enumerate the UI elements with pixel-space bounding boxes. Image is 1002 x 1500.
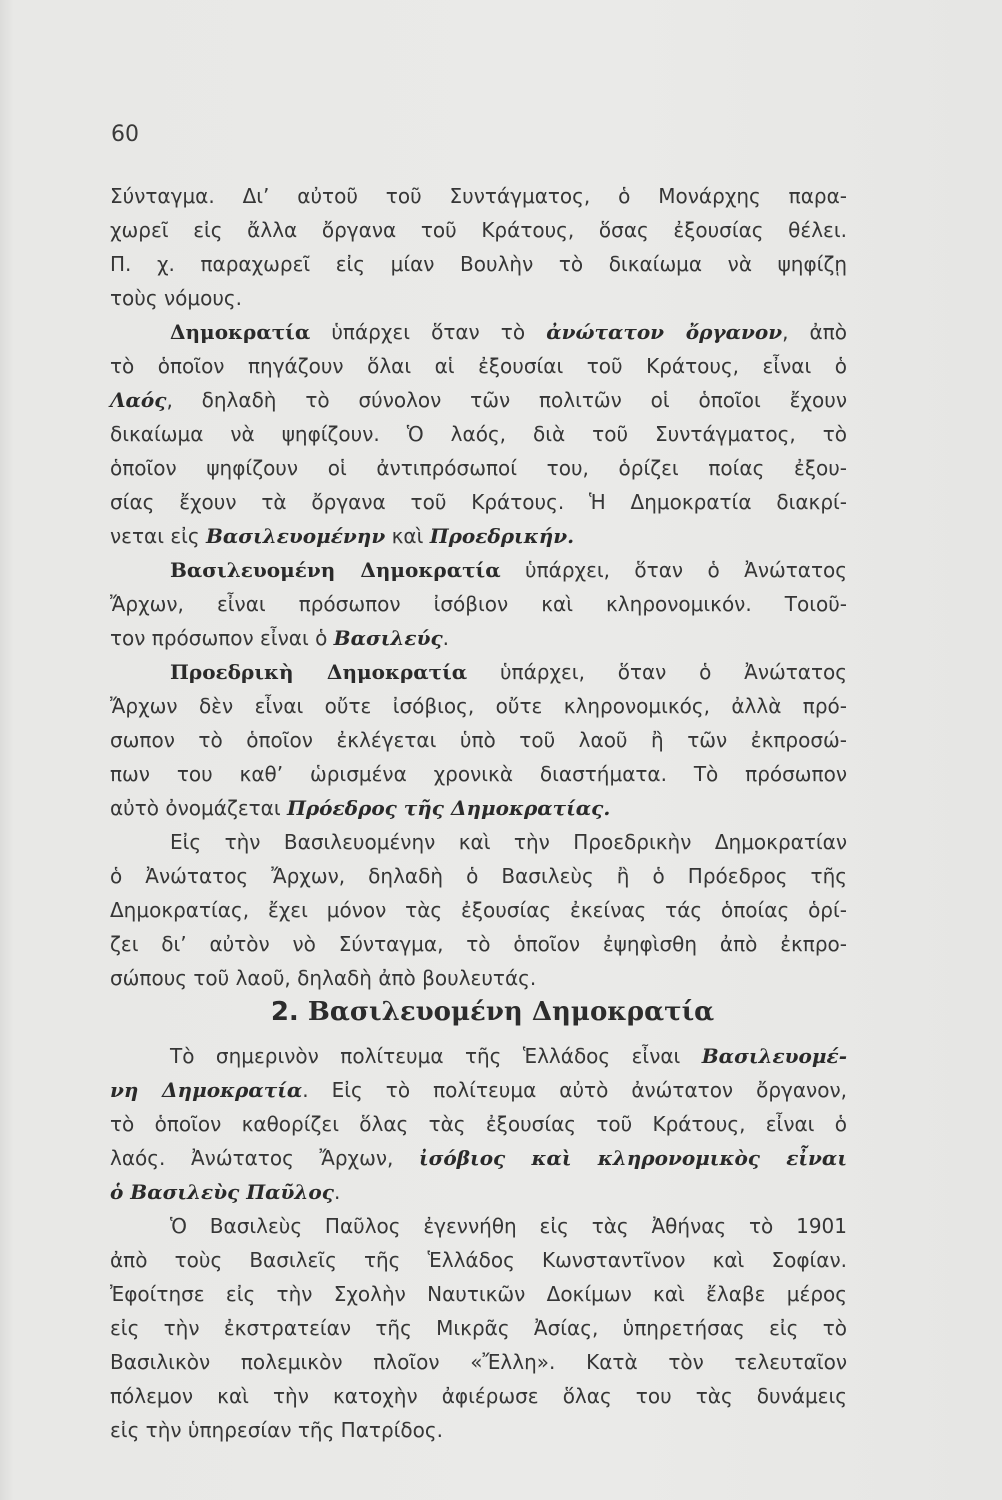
text-line — [110, 1209, 847, 1243]
page-number: 60 — [111, 122, 139, 147]
text-run: ὁποῖον ψηφίζουν οἱ ἀντιπρόσωποί του, ὁρίζει ποίας ἐξου- — [110, 456, 847, 480]
emphasized-term: Πρόεδρος τῆς Δημοκρατίας. — [286, 796, 611, 820]
text-run: ὁ Ἀνώτατος Ἄρχων, δηλαδὴ ὁ Βασιλεὺς ἢ ὁ Πρόεδρος τῆς — [110, 864, 847, 888]
text-line — [110, 1277, 847, 1311]
paragraph — [110, 553, 847, 655]
text-run: αὐτὸ ὀνομάζεται — [110, 796, 287, 820]
bold-term: Βασιλευομένη Δημοκρατία — [170, 558, 501, 582]
text-run: Π. χ. παραχωρεῖ εἰς μίαν Βουλὴν τὸ δικαίωμα νὰ ψηφίζῃ — [110, 252, 847, 276]
text-run: Ἄρχων, εἶναι πρόσωπον ἰσόβιον καὶ κληρονομικόν. Τοιοῦ- — [110, 592, 847, 616]
emphasized-term: ἰσόβιος καὶ κληρονομικὸς εἶναι — [418, 1146, 847, 1170]
text-line — [110, 1243, 847, 1277]
text-run: τὸ ὁποῖον καθορίζει ὅλας τὰς ἐξουσίας τοῦ Κράτους, εἶναι ὁ — [110, 1112, 847, 1136]
text-run: εἰς τὴν ἐκστρατείαν τῆς Μικρᾶς Ἀσίας, ὑπηρετήσας εἰς τὸ — [110, 1316, 847, 1340]
text-line — [110, 247, 847, 281]
text-run: ἀπὸ τοὺς Βασιλεῖς τῆς Ἑλλάδος Κωνσταντῖνον καὶ Σοφίαν. — [110, 1248, 847, 1272]
emphasized-term: ἀνώτατον ὄργανον — [546, 320, 783, 344]
text-run: ὑπάρχει, ὅταν ὁ Ἀνώτατος — [467, 660, 847, 684]
text-run: Ὁ Βασιλεὺς Παῦλος ἐγεννήθη εἰς τὰς Ἀθήνας τὸ 1901 — [170, 1214, 847, 1238]
text-run: Ἐφοίτησε εἰς τὴν Σχολὴν Ναυτικῶν Δοκίμων καὶ ἔλαβε μέρος — [110, 1282, 847, 1306]
emphasized-term: ὁ Βασιλεὺς Παῦλος — [110, 1180, 334, 1204]
text-run: Δημοκρατίας, ἔχει μόνον τὰς ἐξουσίας ἐκείνας τάς ὁποίας ὁρί- — [110, 898, 847, 922]
text-line — [110, 791, 847, 825]
paragraph — [110, 179, 847, 315]
text-line — [110, 893, 847, 927]
text-line — [110, 349, 847, 383]
bold-term: Δημοκρατία — [170, 320, 311, 344]
text-line — [110, 1379, 847, 1413]
text-run: , δηλαδὴ τὸ σύνολον τῶν πολιτῶν οἱ ὁποῖοι ἔχουν — [166, 388, 847, 412]
text-run: τὸ ὁποῖον πηγάζουν ὅλαι αἱ ἐξουσίαι τοῦ Κράτους, εἶναι ὁ — [110, 354, 847, 378]
text-run: . — [442, 626, 449, 650]
text-line — [110, 281, 847, 315]
text-line — [110, 1311, 847, 1345]
text-line — [110, 927, 847, 961]
emphasized-term: νη Δημοκρατία — [110, 1078, 303, 1102]
paragraph — [110, 315, 847, 553]
text-line — [110, 587, 847, 621]
section-heading — [110, 995, 847, 1039]
text-run: πόλεμον καὶ τὴν κατοχὴν ἀφιέρωσε ὅλας του τὰς δυνάμεις — [110, 1384, 847, 1408]
text-line — [110, 621, 847, 655]
text-line — [110, 1175, 847, 1209]
text-line — [110, 757, 847, 791]
text-line — [110, 723, 847, 757]
text-run: ζει δι’ αὐτὸν νὸ Σύνταγμα, τὸ ὁποῖον ἐψηφὶσθη ἀπὸ ἐκπρο- — [110, 932, 847, 956]
text-run: Σύνταγμα. Δι’ αὐτοῦ τοῦ Συντάγματος, ὁ Μονάρχης παρα- — [110, 184, 847, 208]
text-line — [110, 1107, 847, 1141]
text-run: λαός. Ἀνώτατος Ἄρχων, — [110, 1146, 419, 1170]
text-line — [110, 519, 847, 553]
section-body — [110, 1039, 847, 1447]
text-line — [110, 961, 847, 995]
text-line — [110, 213, 847, 247]
text-line — [110, 1073, 847, 1107]
text-line — [110, 689, 847, 723]
emphasized-term: Λαός — [110, 388, 167, 412]
text-line — [110, 417, 847, 451]
text-line — [110, 1039, 847, 1073]
text-run: χωρεῖ εἰς ἄλλα ὄργανα τοῦ Κράτους, ὅσας ἐξουσίας θέλει. — [110, 218, 847, 242]
text-run: εἰς τὴν ὑπηρεσίαν τῆς Πατρίδος. — [110, 1418, 443, 1442]
text-line — [110, 825, 847, 859]
paragraph — [110, 655, 847, 825]
emphasized-term: Βασιλεύς — [333, 626, 443, 650]
emphasized-term: Προεδρικήν. — [429, 524, 575, 548]
paragraph — [110, 1209, 847, 1447]
text-line — [110, 179, 847, 213]
text-line — [110, 655, 847, 689]
paragraph — [110, 825, 847, 995]
text-line — [110, 485, 847, 519]
text-run: Εἰς τὴν Βασιλευομένην καὶ τὴν Προεδρικὴν Δημοκρατίαν — [170, 830, 847, 854]
text-run: δικαίωμα νὰ ψηφίζουν. Ὁ λαός, διὰ τοῦ Συντάγματος, τὸ — [110, 422, 847, 446]
text-line — [110, 1345, 847, 1379]
emphasized-term: Βασιλευομένην — [206, 524, 386, 548]
paragraph — [110, 1039, 847, 1209]
text-column — [110, 179, 847, 1447]
text-line — [110, 859, 847, 893]
text-run: σίας ἔχουν τὰ ὄργανα τοῦ Κράτους. Ἡ Δημοκρατία διακρί- — [110, 490, 847, 514]
text-run: , ἀπὸ — [782, 320, 847, 344]
text-run: Βασιλικὸν πολεμικὸν πλοῖον «Ἔλλη». Κατὰ τὸν τελευταῖον — [110, 1350, 847, 1374]
section-body — [110, 179, 847, 995]
text-line — [110, 1141, 847, 1175]
text-run: τον πρόσωπον εἶναι ὁ — [110, 626, 334, 650]
text-run: . — [333, 1180, 341, 1204]
text-run: ὑπάρχει, ὅταν ὁ Ἀνώτατος — [500, 558, 847, 582]
text-line — [110, 451, 847, 485]
text-line — [110, 1413, 847, 1447]
text-run: Τὸ σημερινὸν πολίτευμα τῆς Ἑλλάδος εἶναι — [170, 1044, 702, 1068]
text-line — [110, 553, 847, 587]
text-run: σώπους τοῦ λαοῦ, δηλαδὴ ἀπὸ βουλευτάς. — [110, 966, 537, 990]
text-line — [110, 383, 847, 417]
text-line — [110, 315, 847, 349]
text-run: Ἄρχων δὲν εἶναι οὔτε ἰσόβιος, οὔτε κληρονομικός, ἀλλὰ πρό- — [110, 694, 847, 718]
emphasized-term: Βασιλευομέ- — [701, 1044, 847, 1068]
text-run: σωπον τὸ ὁποῖον ἐκλέγεται ὑπὸ τοῦ λαοῦ ἢ τῶν ἐκπροσώ- — [110, 728, 847, 752]
text-run: τοὺς νόμους. — [110, 286, 242, 310]
text-run: ὑπάρχει ὅταν τὸ — [310, 320, 547, 344]
text-run: . Εἰς τὸ πολίτευμα αὐτὸ ἀνώτατον ὄργανον, — [302, 1078, 847, 1102]
text-run: καὶ — [385, 524, 430, 548]
text-run: πων του καθ’ ὡρισμένα χρονικὰ διαστήματα. Τὸ πρόσωπον — [110, 762, 847, 786]
section-title: Βασιλευομένη Δημοκρατία — [307, 997, 715, 1027]
bold-term: Προεδρικὴ Δημοκρατία — [170, 660, 468, 684]
section-number: 2. — [270, 997, 299, 1027]
text-run: νεται εἰς — [110, 524, 207, 548]
